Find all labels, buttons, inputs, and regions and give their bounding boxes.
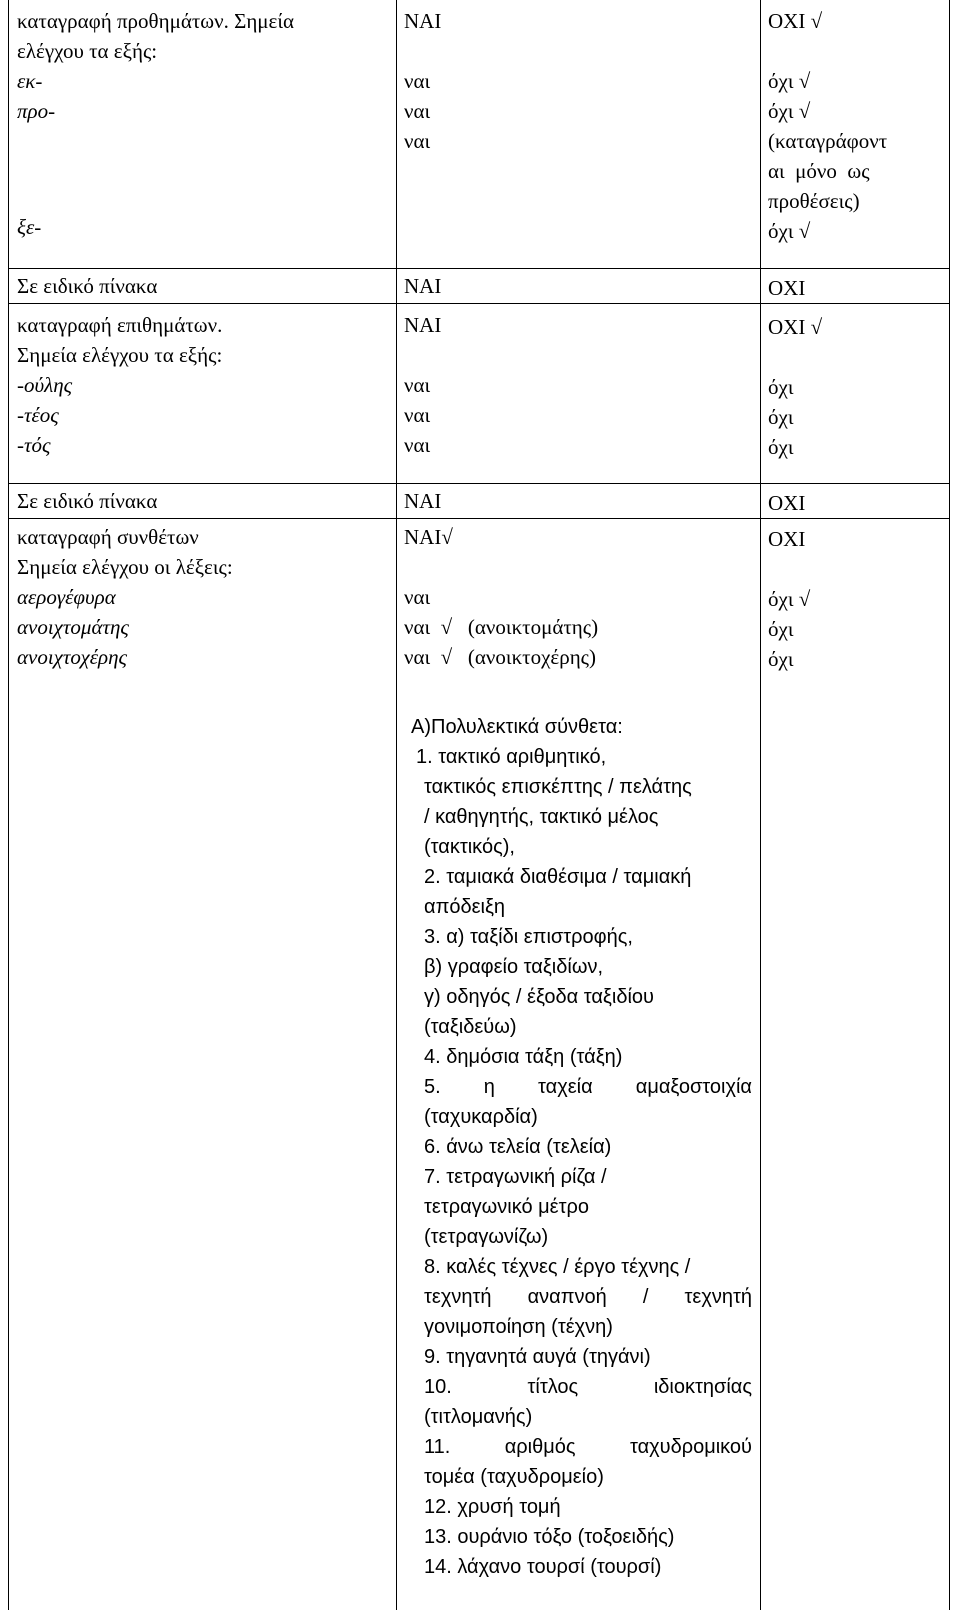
- row-divider-3: [8, 483, 950, 484]
- row-compounds-right-line-3: όχι: [768, 617, 794, 641]
- row-compounds-mid-line-2: ναι: [404, 585, 431, 609]
- row-special-table-1-left: Σε ειδικό πίνακα: [17, 274, 158, 298]
- column-divider-2: [760, 0, 761, 1610]
- row-suffixes-mid-line-2: ναι: [404, 373, 431, 397]
- row-prefixes-right-line-3: όχι √: [768, 99, 811, 123]
- row-prefixes-left-ek: εκ-: [17, 69, 43, 93]
- compound-line: 5. η ταχεία αμαξοστοιχία: [424, 1076, 752, 1098]
- row-prefixes-right-line-4: (καταγράφοντ: [768, 129, 888, 153]
- compound-line: 14. λάχανο τουρσί (τουρσί): [424, 1556, 662, 1578]
- compound-line: / καθηγητής, τακτικό μέλος: [424, 806, 659, 828]
- compound-line: 8. καλές τέχνες / έργο τέχνης /: [424, 1256, 691, 1278]
- row-compounds-right-line-2: όχι √: [768, 587, 811, 611]
- row-compounds-right-line-1: ΟΧΙ: [768, 527, 806, 551]
- compound-line: τετραγωνικό μέτρο: [424, 1196, 589, 1218]
- compound-line: 2. ταμιακά διαθέσιμα / ταμιακή: [424, 866, 692, 888]
- row-divider-1: [8, 268, 950, 269]
- row-suffixes-right-line-3: όχι: [768, 405, 794, 429]
- row-prefixes-right-line-7: όχι √: [768, 219, 811, 243]
- compound-line: (τιτλομανής): [424, 1406, 533, 1428]
- compound-line: τομέα (ταχυδρομείο): [424, 1466, 604, 1488]
- compound-line: 9. τηγανητά αυγά (τηγάνι): [424, 1346, 651, 1368]
- compound-line: 7. τετραγωνική ρίζα /: [424, 1166, 607, 1188]
- compound-line: γονιμοποίηση (τέχνη): [424, 1316, 613, 1338]
- compound-line: 13. ουράνιο τόξο (τοξοειδής): [424, 1526, 675, 1548]
- row-divider-2: [8, 303, 950, 304]
- row-divider-4: [8, 518, 950, 519]
- row-suffixes-mid-line-4: ναι: [404, 433, 431, 457]
- compound-line: β) γραφείο ταξιδίων,: [424, 956, 603, 978]
- column-divider-1: [396, 0, 397, 1610]
- compound-line: (ταχυκαρδία): [424, 1106, 538, 1128]
- compound-line: (ταξιδεύω): [424, 1016, 517, 1038]
- compound-line: 1. τακτικό αριθμητικό,: [416, 746, 607, 768]
- row-suffixes-mid-line-3: ναι: [404, 403, 431, 427]
- row-compounds-mid-line-3: ναι √ (ανοικτομάτης): [404, 615, 599, 639]
- row-compounds-left-anoixtomatis: ανοιχτομάτης: [17, 615, 129, 639]
- row-suffixes-mid-line-1: ΝΑΙ: [404, 313, 442, 337]
- row-suffixes-right-line-4: όχι: [768, 435, 794, 459]
- row-prefixes-right-line-1: ΟΧΙ √: [768, 9, 823, 33]
- compound-line: 10. τίτλος ιδιοκτησίας: [424, 1376, 752, 1398]
- row-prefixes-left-xe: ξε-: [17, 215, 42, 239]
- compound-line: 11. αριθμός ταχυδρομικού: [424, 1436, 752, 1458]
- row-suffixes-right-line-2: όχι: [768, 375, 794, 399]
- row-prefixes-right-line-6: προθέσεις): [768, 189, 860, 213]
- row-prefixes-right-line-5: αι μόνο ως: [768, 159, 870, 183]
- row-compounds-left-aerogefyra: αερογέφυρα: [17, 585, 116, 609]
- row-suffixes-left-teos: -τέος: [17, 403, 59, 427]
- row-special-table-2-left: Σε ειδικό πίνακα: [17, 489, 158, 513]
- row-prefixes-mid-line-4: ναι: [404, 129, 431, 153]
- row-prefixes-mid-line-2: ναι: [404, 69, 431, 93]
- compound-line: 12. χρυσή τομή: [424, 1496, 561, 1518]
- row-prefixes-mid-line-3: ναι: [404, 99, 431, 123]
- row-special-table-2-right: ΟΧΙ: [768, 491, 806, 515]
- row-prefixes-left-line-2: ελέγχου τα εξής:: [17, 39, 158, 63]
- row-special-table-1-right: ΟΧΙ: [768, 276, 806, 300]
- row-compounds-left-anoixtoxeris: ανοιχτοχέρης: [17, 645, 128, 669]
- row-suffixes-right-line-1: ΟΧΙ √: [768, 315, 823, 339]
- compound-line: τακτικός επισκέπτης / πελάτης: [424, 776, 692, 798]
- row-suffixes-left-tos: -τός: [17, 433, 51, 457]
- compound-line: 6. άνω τελεία (τελεία): [424, 1136, 612, 1158]
- row-compounds-left-line-1: καταγραφή συνθέτων: [17, 525, 199, 549]
- compound-line: 4. δημόσια τάξη (τάξη): [424, 1046, 623, 1068]
- row-compounds-right-line-4: όχι: [768, 647, 794, 671]
- row-prefixes-left-line-1: καταγραφή προθημάτων. Σημεία: [17, 9, 295, 33]
- compound-line: 3. α) ταξίδι επιστροφής,: [424, 926, 633, 948]
- row-suffixes-left-line-2: Σημεία ελέγχου τα εξής:: [17, 343, 223, 367]
- compound-line: τεχνητή αναπνοή / τεχνητή: [424, 1286, 752, 1308]
- outer-border-left: [8, 0, 9, 1610]
- outer-border-right: [949, 0, 950, 1610]
- row-compounds-mid-line-1: ΝΑΙ√: [404, 525, 453, 549]
- row-suffixes-left-oulis: -ούλης: [17, 373, 73, 397]
- row-special-table-2-mid: ΝΑΙ: [404, 489, 442, 513]
- row-prefixes-mid-line-1: ΝΑΙ: [404, 9, 442, 33]
- row-compounds-mid-line-4: ναι √ (ανοικτοχέρης): [404, 645, 596, 669]
- compounds-heading: Α)Πολυλεκτικά σύνθετα:: [411, 716, 623, 738]
- compound-line: (τακτικός),: [424, 836, 515, 858]
- row-compounds-left-line-2: Σημεία ελέγχου οι λέξεις:: [17, 555, 233, 579]
- row-prefixes-right-line-2: όχι √: [768, 69, 811, 93]
- row-special-table-1-mid: ΝΑΙ: [404, 274, 442, 298]
- compound-line: (τετραγωνίζω): [424, 1226, 549, 1248]
- row-prefixes-left-pro: προ-: [17, 99, 56, 123]
- compound-line: γ) οδηγός / έξοδα ταξιδίου: [424, 986, 654, 1008]
- compound-line: απόδειξη: [424, 896, 506, 918]
- row-suffixes-left-line-1: καταγραφή επιθημάτων.: [17, 313, 223, 337]
